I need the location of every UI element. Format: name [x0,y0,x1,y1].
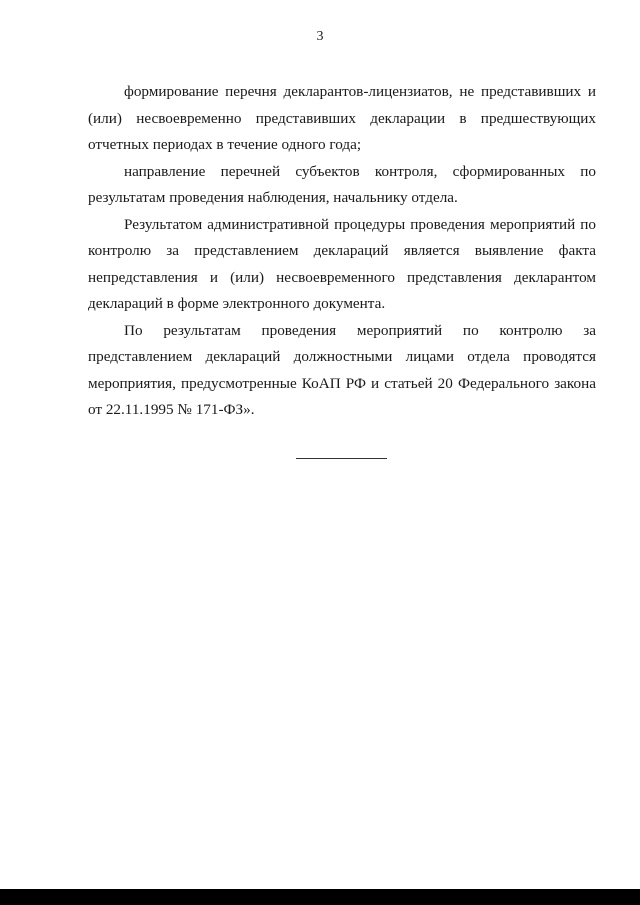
paragraph-control-results: По результатам проведения мероприятий по контролю за представлением деклараций должностными лицами отдела проводятся мероприятия, предусмотренные КоАП РФ и статьей 20 Федерального закона от 22.11.1995 № 171-ФЗ». [88,321,596,418]
scan-bottom-edge [0,889,640,905]
closing-divider [296,458,387,459]
paragraph-list-item-direction: направление перечней субъектов контроля, сформированных по результатам проведения наблюдения, начальнику отдела. [88,162,596,206]
document-body [88,79,596,424]
page-number: 3 [316,29,324,44]
paragraph-procedure-result: Результатом административной процедуры проведения мероприятий по контролю за представлением деклараций является выявление факта непредставления и (или) несвоевременного представления декларантом деклараций в форме электронного документа. [88,215,596,312]
paragraph-list-item-forming: формирование перечня декларантов-лицензиатов, не представивших и (или) несвоевременно представивших декларации в предшествующих отчетных периодах в течение одного года; [88,83,596,153]
